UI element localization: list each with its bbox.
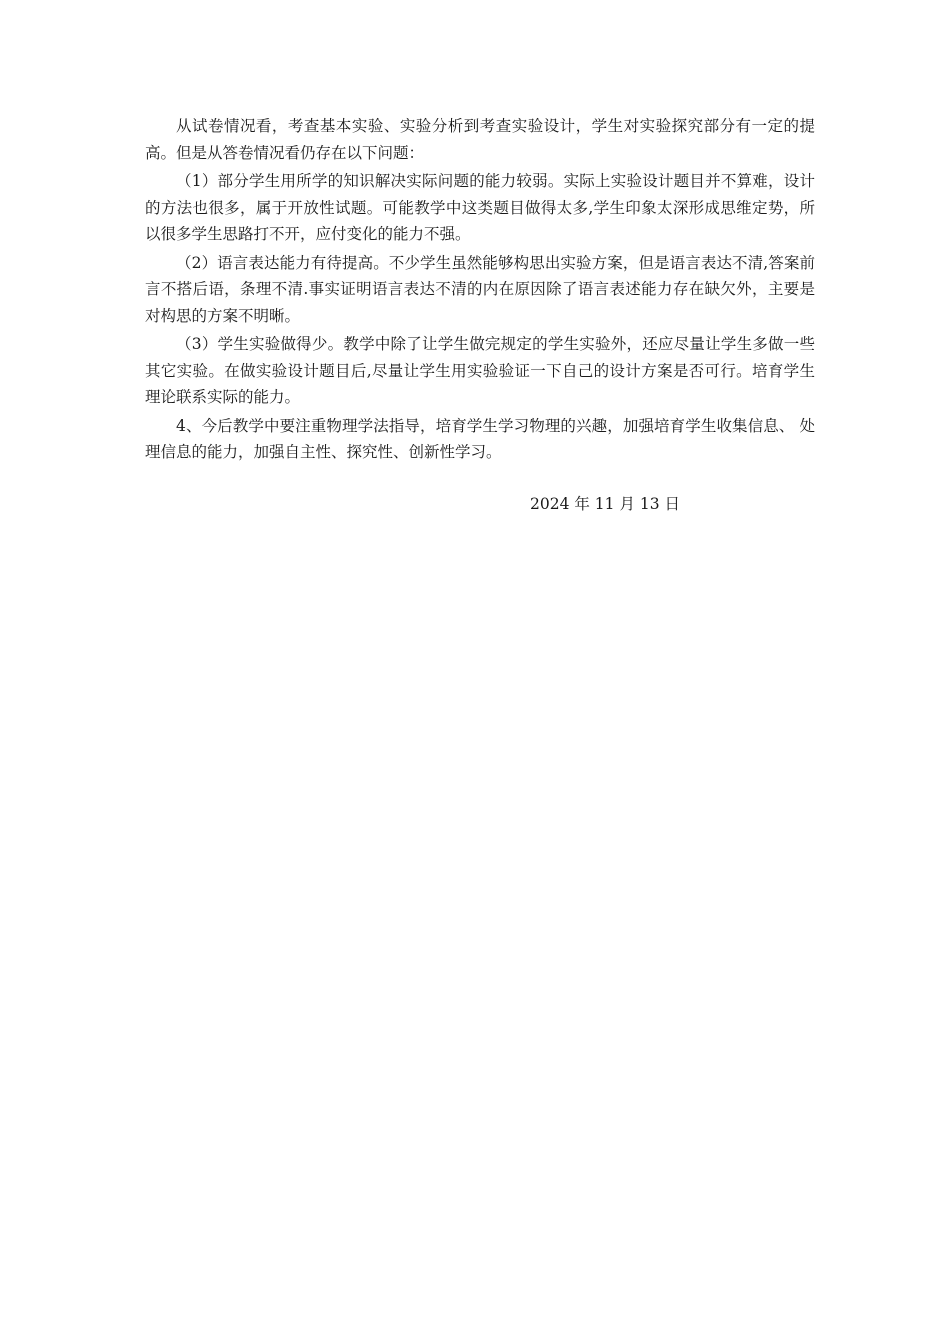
document-body [145, 113, 815, 468]
paragraph-intro: 从试卷情况看，考查基本实验、实验分析到考查实验设计，学生对实验探究部分有一定的提高。但是从答卷情况看仍存在以下问题： [145, 117, 815, 162]
paragraph-problem-3: （3）学生实验做得少。教学中除了让学生做完规定的学生实验外，还应尽量让学生多做一些其它实验。在做实验设计题目后,尽量让学生用实验验证一下自己的设计方案是否可行。培育学生理论联系实际的能力。 [145, 335, 815, 406]
paragraph-problem-2: （2）语言表达能力有待提高。不少学生虽然能够构思出实验方案，但是语言表达不清,答案前言不搭后语，条理不清.事实证明语言表达不清的内在原因除了语言表述能力存在缺欠外，主要是对构思的方案不明晰。 [145, 253, 815, 325]
document-date: 2024 年 11 月 13 日 [530, 495, 681, 513]
paragraph-problem-1: （1）部分学生用所学的知识解决实际问题的能力较弱。实际上实验设计题目并不算难，设计的方法也很多，属于开放性试题。可能教学中这类题目做得太多,学生印象太深形成思维定势，所以很多学生思路打不开，应付变化的能力不强。 [145, 172, 815, 243]
paragraph-item-4: 4、今后教学中要注重物理学法指导，培育学生学习物理的兴趣，加强培育学生收集信息、 处理信息的能力，加强自主性、探究性、创新性学习。 [145, 416, 815, 461]
